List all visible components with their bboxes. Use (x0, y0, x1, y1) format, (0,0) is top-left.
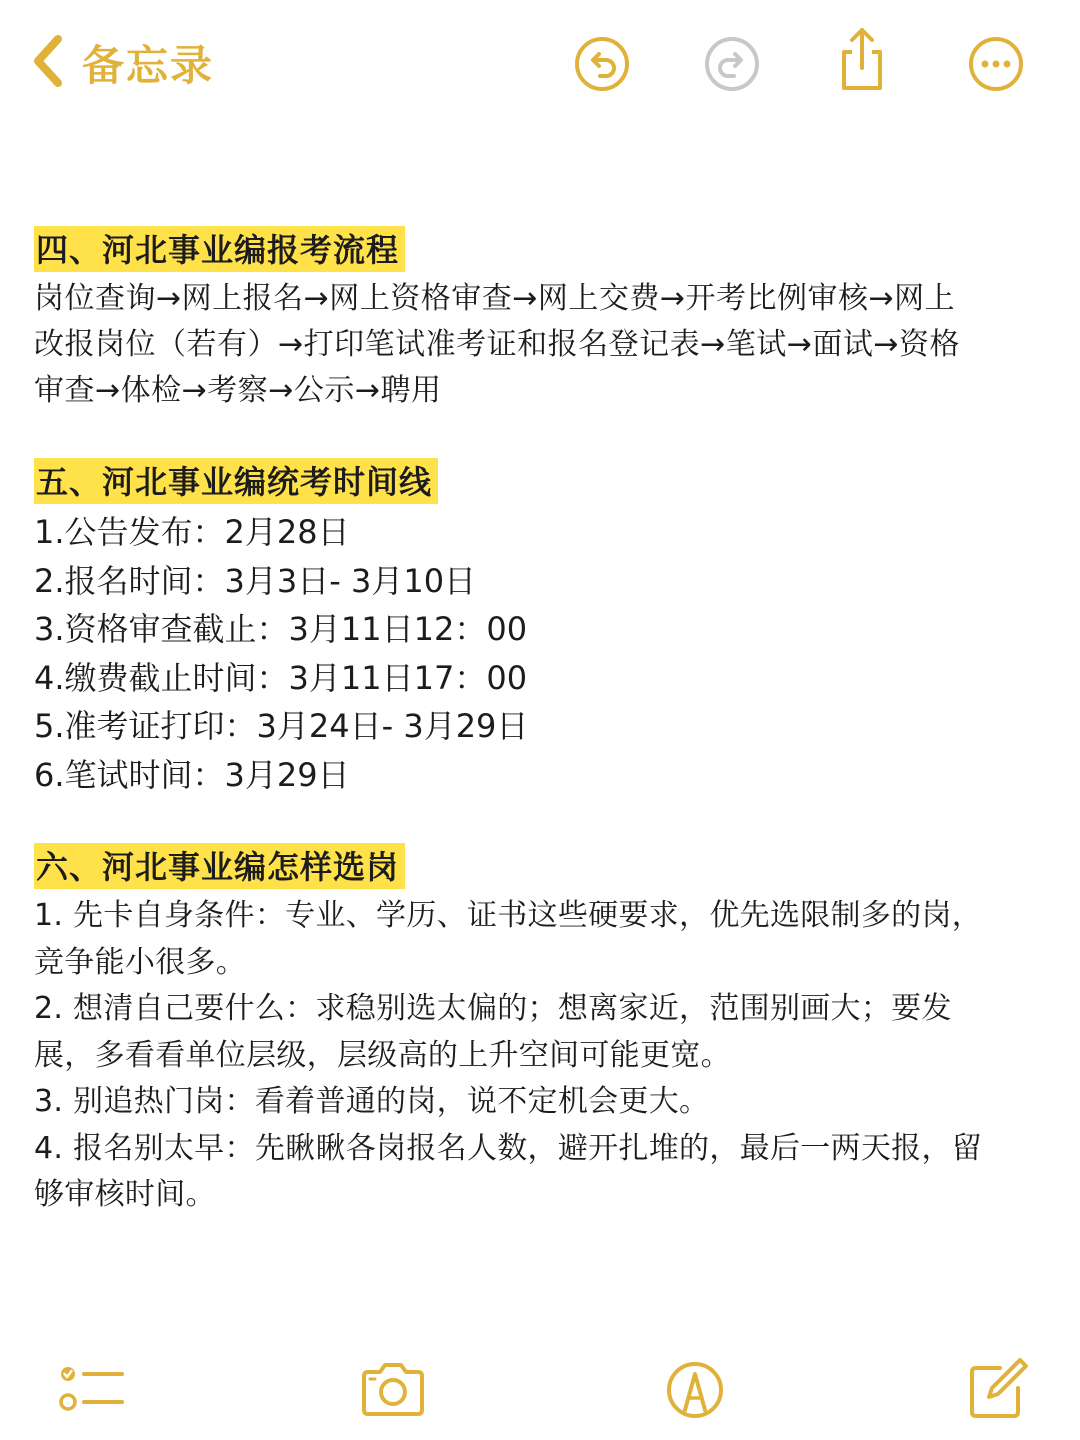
tip-line: 3. 别追热门岗：看着普通的岗，说不定机会更大。 (34, 1084, 710, 1119)
section-choose-position (34, 843, 1054, 1219)
checklist-icon (56, 1354, 126, 1424)
timeline-item: 2.报名时间：3月3日- 3月10日 (34, 561, 477, 600)
section-heading: 六、河北事业编怎样选岗 (34, 843, 405, 889)
process-line: 审查→体检→考察→公示→聘用 (34, 373, 442, 408)
markup-button[interactable] (660, 1354, 730, 1424)
bottom-toolbar (0, 1350, 1080, 1430)
undo-icon (572, 34, 632, 94)
share-icon (832, 26, 892, 92)
section-heading: 五、河北事业编统考时间线 (34, 458, 438, 504)
redo-icon (702, 34, 762, 94)
note-body[interactable] (34, 226, 1054, 1263)
section-registration-process (34, 226, 1054, 414)
compose-button[interactable] (962, 1354, 1032, 1424)
section-timeline (34, 458, 1054, 799)
timeline-item: 4.缴费截止时间：3月11日17：00 (34, 658, 528, 697)
checklist-button[interactable] (56, 1354, 126, 1424)
timeline-item: 6.笔试时间：3月29日 (34, 755, 350, 794)
timeline-item: 3.资格审查截止：3月11日12：00 (34, 610, 528, 648)
tip-line: 够审核时间。 (34, 1177, 216, 1212)
tip-line: 竞争能小很多。 (34, 944, 247, 980)
tip-line: 展，多看看单位层级，层级高的上升空间可能更宽。 (34, 1037, 731, 1073)
tip-line: 2. 想清自己要什么：求稳别选太偏的；想离家近，范围别画大；要发 (34, 991, 952, 1026)
tip-line: 1. 先卡自身条件：专业、学历、证书这些硬要求，优先选限制多的岗， (34, 898, 983, 933)
redo-button[interactable] (702, 34, 762, 94)
more-icon (966, 34, 1026, 94)
camera-icon (358, 1354, 428, 1424)
camera-button[interactable] (358, 1354, 428, 1424)
top-toolbar (0, 0, 1080, 130)
back-label: 备忘录 (82, 41, 215, 90)
undo-button[interactable] (572, 34, 632, 94)
back-button[interactable] (28, 30, 214, 96)
timeline-item: 5.准考证打印：3月24日- 3月29日 (34, 707, 529, 745)
chevron-left-icon (28, 31, 68, 95)
section-heading: 四、河北事业编报考流程 (34, 226, 405, 272)
timeline-item: 1.公告发布：2月28日 (34, 513, 350, 551)
tip-line: 4. 报名别太早：先瞅瞅各岗报名人数，避开扎堆的，最后一两天报，留 (34, 1130, 983, 1166)
markup-icon (660, 1354, 730, 1424)
more-button[interactable] (966, 34, 1026, 94)
process-line: 岗位查询→网上报名→网上资格审查→网上交费→开考比例审核→网上 (34, 281, 956, 316)
share-button[interactable] (832, 26, 892, 86)
process-line: 改报岗位（若有）→打印笔试准考证和报名登记表→笔试→面试→资格 (34, 327, 961, 362)
compose-icon (962, 1354, 1032, 1424)
